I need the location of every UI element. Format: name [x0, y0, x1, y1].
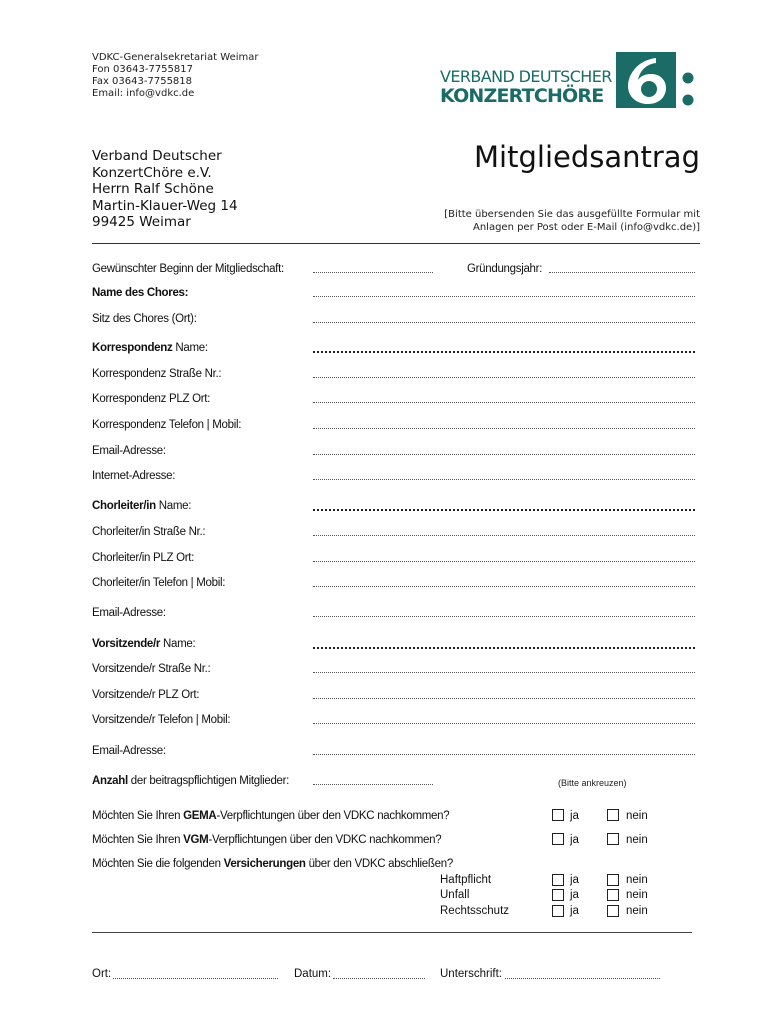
address-line: Verband Deutscher — [92, 148, 222, 164]
question-vgm — [92, 834, 441, 846]
field-vors-email[interactable] — [313, 754, 695, 755]
field-vors-name[interactable] — [313, 647, 695, 649]
field-vors-strasse[interactable] — [313, 672, 695, 673]
unfall-nein-checkbox[interactable] — [607, 889, 619, 901]
vgm-post: -Verpflichtungen über den VDKC nachkommen? — [208, 834, 442, 846]
ankreuzen-hint: (Bitte ankreuzen) — [558, 778, 627, 788]
vers-bold: Versicherungen — [223, 858, 306, 870]
label-chor-bold: Chorleiter/in — [92, 500, 156, 512]
label-chor-strasse: Chorleiter/in Straße Nr.: — [92, 526, 206, 538]
label-anzahl — [92, 775, 289, 787]
field-korr-tel[interactable] — [313, 428, 695, 429]
gema-nein-checkbox[interactable] — [607, 809, 619, 821]
question-versicherungen — [92, 858, 453, 870]
logo-line2: KONZERTCHÖRE — [440, 85, 604, 107]
vgm-ja-checkbox[interactable] — [552, 833, 564, 845]
rechtsschutz-nein-label: nein — [626, 905, 648, 917]
vdkc-logo-icon — [616, 52, 700, 110]
field-sitz[interactable] — [313, 322, 695, 323]
field-chor-strasse[interactable] — [313, 535, 695, 536]
label-chor-plz: Chorleiter/in PLZ Ort: — [92, 552, 195, 564]
field-ort[interactable] — [113, 978, 278, 979]
header-divider — [92, 243, 700, 244]
field-korr-plz[interactable] — [313, 402, 695, 403]
label-sitz: Sitz des Chores (Ort): — [92, 313, 197, 325]
label-korr-bold: Korrespondenz — [92, 342, 173, 354]
label-chor-name-text: Name: — [155, 500, 192, 512]
vgm-ja-label: ja — [570, 834, 579, 846]
label-vors-plz: Vorsitzende/r PLZ Ort: — [92, 689, 200, 701]
address-line: KonzertChöre e.V. — [92, 164, 212, 181]
vgm-nein-checkbox[interactable] — [607, 833, 619, 845]
field-chor-name[interactable] — [313, 509, 695, 511]
field-chor-plz[interactable] — [313, 561, 695, 562]
gema-bold: GEMA — [183, 810, 217, 822]
field-vors-tel[interactable] — [313, 723, 695, 724]
note-line: [Bitte übersenden Sie das ausgefüllte Formular mit — [444, 209, 700, 220]
note-line: Anlagen per Post oder E-Mail (info@vdkc.de)] — [472, 222, 700, 233]
unfall-ja-label: ja — [570, 889, 579, 901]
contact-line: Fax 03643-7755818 — [92, 76, 193, 87]
contact-line: VDKC-Generalsekretariat Weimar — [92, 52, 259, 63]
rechtsschutz-ja-checkbox[interactable] — [552, 905, 564, 917]
contact-line: Fon 03643-7755817 — [92, 64, 193, 75]
label-korr-email: Email-Adresse: — [92, 445, 166, 457]
field-korr-email[interactable] — [313, 454, 695, 455]
logo-line1: VERBAND DEUTSCHER — [440, 67, 612, 86]
label-korr-strasse: Korrespondenz Straße Nr.: — [92, 368, 222, 380]
gema-ja-label: ja — [570, 810, 579, 822]
unfall-label: Unfall — [440, 889, 470, 901]
field-gruendungsjahr[interactable] — [549, 272, 695, 273]
page-title: Mitgliedsantrag — [474, 140, 700, 174]
rechtsschutz-label: Rechtsschutz — [440, 905, 510, 917]
address-line: Herrn Ralf Schöne — [92, 181, 214, 197]
label-vors-name — [92, 638, 195, 650]
field-beginn[interactable] — [313, 272, 433, 273]
field-korr-name[interactable] — [313, 351, 695, 353]
label-korr-internet: Internet-Adresse: — [92, 470, 176, 482]
recipient-address — [92, 148, 238, 231]
field-vors-plz[interactable] — [313, 698, 695, 699]
label-korr-plz: Korrespondenz PLZ Ort: — [92, 393, 211, 405]
logo-wordmark — [440, 68, 612, 106]
footer-divider — [92, 932, 692, 933]
label-korr-name — [92, 342, 208, 354]
label-chor-email: Email-Adresse: — [92, 607, 166, 619]
label-vors-bold: Vorsitzende/r — [92, 638, 161, 650]
address-line: 99425 Weimar — [92, 214, 191, 230]
gema-post: -Verpflichtungen über den VDKC nachkommen? — [216, 810, 450, 822]
question-gema — [92, 810, 449, 822]
vers-pre: Möchten Sie die folgenden — [92, 858, 224, 870]
haftpflicht-ja-checkbox[interactable] — [552, 874, 564, 886]
contact-line: Email: info@vdkc.de — [92, 88, 195, 99]
label-ort: Ort: — [92, 968, 112, 980]
field-unterschrift[interactable] — [505, 978, 660, 979]
label-chor-tel: Chorleiter/in Telefon | Mobil: — [92, 577, 226, 589]
field-datum[interactable] — [333, 978, 425, 979]
gema-ja-checkbox[interactable] — [552, 809, 564, 821]
label-vors-tel: Vorsitzende/r Telefon | Mobil: — [92, 714, 231, 726]
unfall-ja-checkbox[interactable] — [552, 889, 564, 901]
haftpflicht-ja-label: ja — [570, 874, 579, 886]
unfall-nein-label: nein — [626, 889, 648, 901]
label-anzahl-text: der beitragspflichtigen Mitglieder: — [127, 775, 290, 787]
haftpflicht-nein-checkbox[interactable] — [607, 874, 619, 886]
field-korr-strasse[interactable] — [313, 377, 695, 378]
label-chor-name — [92, 500, 191, 512]
vgm-pre: Möchten Sie Ihren — [92, 834, 184, 846]
label-unterschrift: Unterschrift: — [440, 968, 502, 980]
label-vors-name-text: Name: — [160, 638, 196, 650]
rechtsschutz-ja-label: ja — [570, 905, 579, 917]
label-korr-tel: Korrespondenz Telefon | Mobil: — [92, 419, 242, 431]
haftpflicht-label: Haftpflicht — [440, 874, 492, 886]
label-beginn: Gewünschter Beginn der Mitgliedschaft: — [92, 263, 284, 275]
vgm-bold: VGM — [183, 834, 209, 846]
label-vors-email: Email-Adresse: — [92, 745, 166, 757]
field-chor-email[interactable] — [313, 616, 695, 617]
field-chor-tel[interactable] — [313, 586, 695, 587]
vers-post: über den VDKC abschließen? — [305, 858, 453, 870]
label-datum: Datum: — [294, 968, 332, 980]
field-korr-internet[interactable] — [313, 479, 695, 480]
label-anzahl-bold: Anzahl — [92, 775, 128, 787]
label-name-chor — [92, 287, 188, 299]
haftpflicht-nein-label: nein — [626, 874, 648, 886]
label-name-chor-text: Name des Chores: — [92, 287, 189, 299]
gema-pre: Möchten Sie Ihren — [92, 810, 184, 822]
label-gruendungsjahr: Gründungsjahr: — [467, 263, 543, 275]
field-anzahl[interactable] — [313, 784, 433, 785]
label-korr-name-text: Name: — [172, 342, 208, 354]
address-line: Martin-Klauer-Weg 14 — [92, 197, 238, 214]
field-name-chor[interactable] — [313, 296, 695, 297]
gema-nein-label: nein — [626, 810, 648, 822]
contact-block — [92, 52, 259, 100]
rechtsschutz-nein-checkbox[interactable] — [607, 905, 619, 917]
vgm-nein-label: nein — [626, 834, 648, 846]
label-vors-strasse: Vorsitzende/r Straße Nr.: — [92, 663, 211, 675]
submission-note — [444, 208, 700, 234]
